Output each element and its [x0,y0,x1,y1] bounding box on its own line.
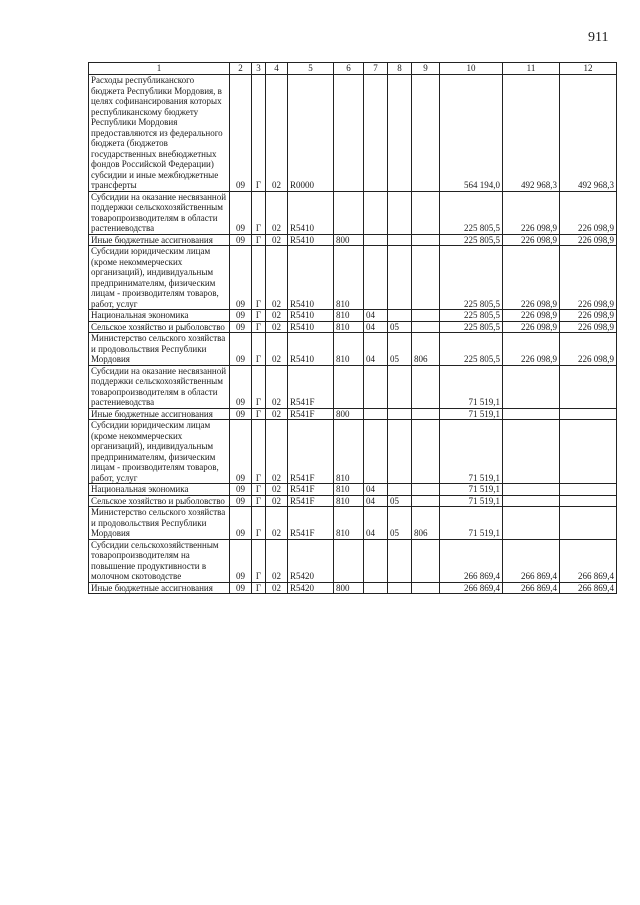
row-description: Субсидии на оказание несвязанной поддержки сельскохозяйственным товаропроизводителям в области растениеводства [89,191,230,234]
program-code: 02 [266,408,288,420]
chapter-code [364,582,388,594]
chapter-code: 04 [364,333,388,366]
section-code: 09 [230,420,252,484]
ministry-code [412,191,440,234]
section-code: 09 [230,484,252,496]
section-code: 09 [230,75,252,192]
column-header: 10 [440,63,503,75]
target-article-code: R5410 [288,246,334,310]
expense-type-code: 810 [334,495,364,507]
expense-type-code: 810 [334,484,364,496]
subsection-code: Г [252,310,266,322]
target-article-code: R541F [288,408,334,420]
column-header: 1 [89,63,230,75]
ministry-code [412,246,440,310]
row-description: Иные бюджетные ассигнования [89,234,230,246]
amount-year-3 [560,408,617,420]
subchapter-code: 05 [388,333,412,366]
subchapter-code: 05 [388,321,412,333]
subsection-code: Г [252,234,266,246]
amount-year-3: 226 098,9 [560,246,617,310]
program-code: 02 [266,539,288,582]
row-description: Министерство сельского хозяйства и продовольствия Республики Мордовия [89,333,230,366]
table-row [89,333,617,366]
subchapter-code: 05 [388,507,412,540]
section-code: 09 [230,495,252,507]
amount-year-1: 225 805,5 [440,234,503,246]
amount-year-2 [503,365,560,408]
target-article-code: R5410 [288,333,334,366]
column-header: 11 [503,63,560,75]
subsection-code: Г [252,495,266,507]
section-code: 09 [230,246,252,310]
amount-year-2 [503,484,560,496]
subchapter-code [388,420,412,484]
column-header: 5 [288,63,334,75]
chapter-code [364,539,388,582]
row-description: Субсидии юридическим лицам (кроме некоммерческих организаций), индивидуальным предпринимателям, физическим лицам - производителям товаров, работ, услуг [89,246,230,310]
section-code: 09 [230,321,252,333]
column-header: 4 [266,63,288,75]
target-article-code: R541F [288,507,334,540]
amount-year-2: 226 098,9 [503,333,560,366]
target-article-code: R541F [288,420,334,484]
ministry-code [412,495,440,507]
amount-year-3 [560,484,617,496]
expense-type-code: 800 [334,582,364,594]
target-article-code: R541F [288,484,334,496]
amount-year-2 [503,495,560,507]
target-article-code: R5410 [288,310,334,322]
table-row [89,582,617,594]
table-row [89,75,617,192]
target-article-code: R5420 [288,582,334,594]
chapter-code [364,420,388,484]
target-article-code: R5410 [288,321,334,333]
row-description: Сельское хозяйство и рыболовство [89,495,230,507]
table-row [89,420,617,484]
row-description: Сельское хозяйство и рыболовство [89,321,230,333]
budget-table [88,62,617,594]
row-description: Субсидии на оказание несвязанной поддержки сельскохозяйственным товаропроизводителям в области растениеводства [89,365,230,408]
amount-year-2 [503,408,560,420]
amount-year-3: 266 869,4 [560,582,617,594]
ministry-code [412,420,440,484]
target-article-code: R541F [288,365,334,408]
target-article-code: R5420 [288,539,334,582]
row-description: Субсидии сельскохозяйственным товаропроизводителям на повышение продуктивности в молочном скотоводстве [89,539,230,582]
header-row [89,63,617,75]
ministry-code [412,408,440,420]
row-description: Расходы республиканского бюджета Республики Мордовия, в целях софинансирования которых республиканскому бюджету Республики Мордовия предоставляются из федерального бюджета (бюджетов государственных внебюджетных фондов Российской Федерации) субсидии и иные межбюджетные трансферты [89,75,230,192]
column-header: 3 [252,63,266,75]
ministry-code [412,484,440,496]
amount-year-1: 71 519,1 [440,365,503,408]
chapter-code: 04 [364,321,388,333]
ministry-code [412,75,440,192]
program-code: 02 [266,246,288,310]
ministry-code [412,321,440,333]
expense-type-code: 810 [334,321,364,333]
subsection-code: Г [252,333,266,366]
subsection-code: Г [252,484,266,496]
ministry-code [412,310,440,322]
table-row [89,495,617,507]
amount-year-3: 226 098,9 [560,234,617,246]
program-code: 02 [266,234,288,246]
amount-year-1: 71 519,1 [440,484,503,496]
chapter-code [364,191,388,234]
column-header: 2 [230,63,252,75]
section-code: 09 [230,234,252,246]
chapter-code [364,365,388,408]
subsection-code: Г [252,75,266,192]
subchapter-code [388,408,412,420]
table-row [89,321,617,333]
amount-year-1: 71 519,1 [440,495,503,507]
column-header: 6 [334,63,364,75]
amount-year-1: 225 805,5 [440,321,503,333]
amount-year-1: 71 519,1 [440,507,503,540]
amount-year-1: 266 869,4 [440,539,503,582]
chapter-code [364,408,388,420]
subsection-code: Г [252,507,266,540]
chapter-code [364,75,388,192]
program-code: 02 [266,310,288,322]
ministry-code: 806 [412,507,440,540]
expense-type-code [334,191,364,234]
row-description: Субсидии юридическим лицам (кроме некоммерческих организаций), индивидуальным предпринимателям, физическим лицам - производителям товаров, работ, услуг [89,420,230,484]
program-code: 02 [266,420,288,484]
subchapter-code: 05 [388,495,412,507]
column-header: 7 [364,63,388,75]
amount-year-3: 266 869,4 [560,539,617,582]
amount-year-1: 225 805,5 [440,191,503,234]
amount-year-2: 266 869,4 [503,539,560,582]
program-code: 02 [266,333,288,366]
target-article-code: R541F [288,495,334,507]
column-header: 8 [388,63,412,75]
amount-year-2: 226 098,9 [503,246,560,310]
subchapter-code [388,365,412,408]
subchapter-code [388,75,412,192]
target-article-code: R0000 [288,75,334,192]
row-description: Национальная экономика [89,484,230,496]
subchapter-code [388,246,412,310]
expense-type-code: 800 [334,408,364,420]
program-code: 02 [266,484,288,496]
subsection-code: Г [252,246,266,310]
table-row [89,484,617,496]
chapter-code: 04 [364,310,388,322]
table-row [89,234,617,246]
target-article-code: R5410 [288,234,334,246]
table-row [89,246,617,310]
program-code: 02 [266,495,288,507]
ministry-code [412,539,440,582]
subchapter-code [388,539,412,582]
subchapter-code [388,234,412,246]
subchapter-code [388,582,412,594]
amount-year-1: 266 869,4 [440,582,503,594]
amount-year-3: 226 098,9 [560,333,617,366]
amount-year-2 [503,507,560,540]
expense-type-code: 810 [334,333,364,366]
amount-year-1: 564 194,0 [440,75,503,192]
amount-year-3 [560,365,617,408]
subchapter-code [388,484,412,496]
expense-type-code: 810 [334,246,364,310]
row-description: Министерство сельского хозяйства и продовольствия Республики Мордовия [89,507,230,540]
section-code: 09 [230,310,252,322]
expense-type-code [334,539,364,582]
amount-year-3 [560,495,617,507]
expense-type-code [334,365,364,408]
table-row [89,507,617,540]
program-code: 02 [266,365,288,408]
subsection-code: Г [252,365,266,408]
chapter-code: 04 [364,507,388,540]
expense-type-code: 810 [334,420,364,484]
subsection-code: Г [252,321,266,333]
amount-year-3: 226 098,9 [560,310,617,322]
amount-year-1: 225 805,5 [440,246,503,310]
section-code: 09 [230,191,252,234]
program-code: 02 [266,582,288,594]
page-number: 911 [588,30,609,45]
chapter-code [364,246,388,310]
amount-year-3: 226 098,9 [560,321,617,333]
table-row [89,310,617,322]
chapter-code: 04 [364,495,388,507]
table-row [89,191,617,234]
target-article-code: R5410 [288,191,334,234]
amount-year-1: 71 519,1 [440,408,503,420]
subsection-code: Г [252,539,266,582]
subchapter-code [388,191,412,234]
program-code: 02 [266,75,288,192]
amount-year-1: 71 519,1 [440,420,503,484]
subsection-code: Г [252,408,266,420]
ministry-code: 806 [412,333,440,366]
section-code: 09 [230,365,252,408]
amount-year-3 [560,420,617,484]
subsection-code: Г [252,191,266,234]
ministry-code [412,365,440,408]
amount-year-3: 492 968,3 [560,75,617,192]
amount-year-2 [503,420,560,484]
section-code: 09 [230,333,252,366]
ministry-code [412,582,440,594]
subsection-code: Г [252,582,266,594]
amount-year-2: 226 098,9 [503,310,560,322]
section-code: 09 [230,539,252,582]
row-description: Иные бюджетные ассигнования [89,408,230,420]
section-code: 09 [230,582,252,594]
expense-type-code: 800 [334,234,364,246]
expense-type-code [334,75,364,192]
amount-year-1: 225 805,5 [440,333,503,366]
program-code: 02 [266,507,288,540]
column-header: 9 [412,63,440,75]
chapter-code [364,234,388,246]
amount-year-2: 492 968,3 [503,75,560,192]
column-header: 12 [560,63,617,75]
amount-year-2: 266 869,4 [503,582,560,594]
table-row [89,539,617,582]
program-code: 02 [266,191,288,234]
section-code: 09 [230,408,252,420]
row-description: Национальная экономика [89,310,230,322]
amount-year-3: 226 098,9 [560,191,617,234]
ministry-code [412,234,440,246]
program-code: 02 [266,321,288,333]
table-row [89,365,617,408]
expense-type-code: 810 [334,310,364,322]
amount-year-3 [560,507,617,540]
row-description: Иные бюджетные ассигнования [89,582,230,594]
subsection-code: Г [252,420,266,484]
amount-year-1: 225 805,5 [440,310,503,322]
amount-year-2: 226 098,9 [503,191,560,234]
section-code: 09 [230,507,252,540]
subchapter-code [388,310,412,322]
table-row [89,408,617,420]
chapter-code: 04 [364,484,388,496]
expense-type-code: 810 [334,507,364,540]
amount-year-2: 226 098,9 [503,321,560,333]
amount-year-2: 226 098,9 [503,234,560,246]
